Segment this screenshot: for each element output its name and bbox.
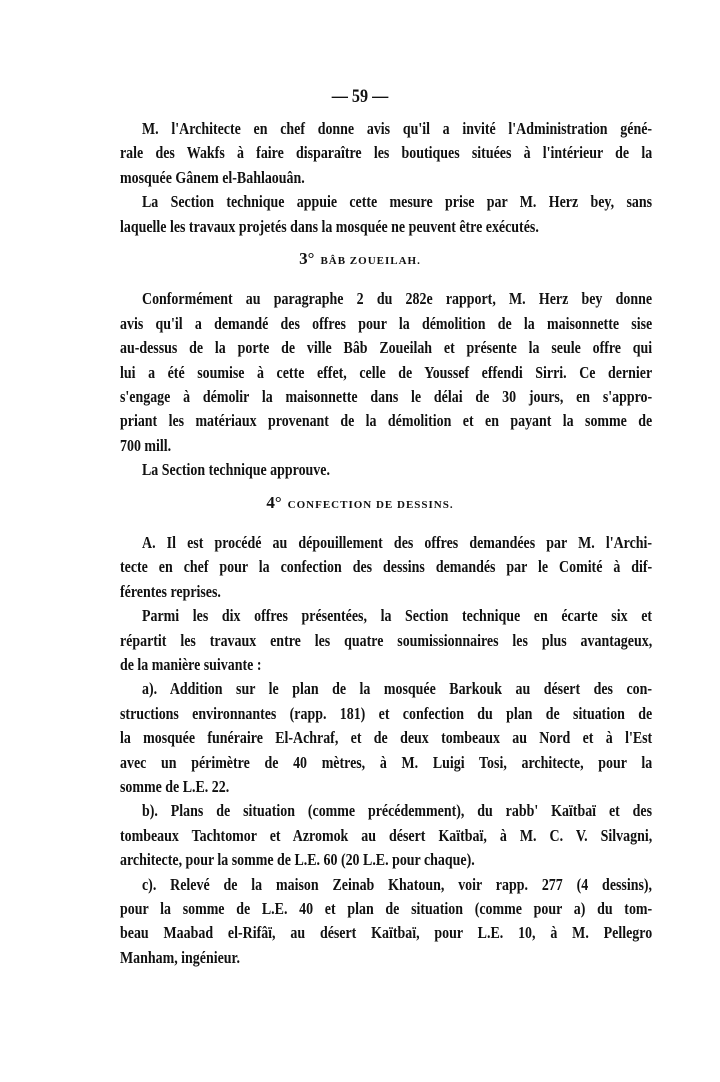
paragraph-line: beau Maabad el-Rifâï, au désert Kaïtbaï, pour L.E. 10, à M. Pellegro [120,923,653,943]
paragraph-line: mosquée Gânem el-Bahlaouân. [120,167,305,187]
paragraph-line: A. Il est procédé au dépouillement des offres demandées par M. l'Archi- [142,533,653,552]
paragraph-line: laquelle les travaux projetés dans la mosquée ne peuvent être exécutés. [120,216,539,236]
paragraph-line: La Section technique approuve. [142,460,330,480]
paragraph-line: Conformément au paragraphe 2 du 282e rapport, M. Herz bey donne [142,289,653,309]
paragraph-line: Manham, ingénieur. [120,947,240,967]
paragraph-line: la mosquée funéraire El-Achraf, et de deux tombeaux au Nord et à l'Est [120,728,653,748]
section-number: 3° [299,249,315,268]
paragraph-line: c). Relevé de la maison Zeinab Khatoun, voir rapp. 277 (4 dessins), [142,874,653,894]
paragraph-line: lui a été soumise à cette effet, celle de Youssef effendi Sirri. Ce dernier [120,362,653,382]
paragraph-line: b). Plans de situation (comme précédemment), du rabb' Kaïtbaï et des [142,801,653,821]
paragraph-line: s'engage à démolir la maisonnette dans le délai de 30 jours, en s'appro- [120,387,653,406]
paragraph-line: répartit les travaux entre les quatre soumissionnaires les plus avantageux, [120,630,653,650]
paragraph-line: structions environnantes (rapp. 181) et confection du plan de situation de [120,703,653,723]
paragraph-line: priant les matériaux provenant de la démolition et en payant la somme de [120,411,653,431]
paragraph-line: M. l'Architecte en chef donne avis qu'il a invité l'Administration géné- [142,119,653,138]
section-number: 4° [266,492,282,512]
paragraph-line: tombeaux Tachtomor et Azromok au désert Kaïtbaï, à M. C. V. Silvagni, [120,825,653,845]
paragraph-line: de la manière suivante : [120,655,262,674]
paragraph-line: La Section technique appuie cette mesure prise par M. Herz bey, sans [142,192,653,212]
paragraph-line: avis qu'il a demandé des offres pour la démolition de la maisonnette sise [120,313,653,333]
paragraph-line: somme de L.E. 22. [120,777,230,796]
page-number: — 59 — [331,86,389,107]
paragraph-line: 700 mill. [120,435,172,455]
paragraph-line: pour la somme de L.E. 40 et plan de situation (comme pour a) du tom- [120,899,653,918]
paragraph-line: au-dessus de la porte de ville Bâb Zoueilah et présente la seule offre qui [120,338,653,358]
paragraph-line: rale des Wakfs à faire disparaître les boutiques situées à l'intérieur de la [120,143,653,163]
paragraph-line: architecte, pour la somme de L.E. 60 (20 L.E. pour chaque). [120,850,475,870]
paragraph-line: férentes reprises. [120,581,221,601]
section-title: CONFECTION DE DESSINS. [287,498,454,511]
paragraph-line: a). Addition sur le plan de la mosquée Barkouk au désert des con- [142,679,653,699]
section-heading [0,249,720,269]
paragraph-line: Parmi les dix offres présentées, la Section technique en écarte six et [142,606,653,626]
paragraph-line: avec un périmètre de 40 mètres, à M. Luigi Tosi, architecte, pour la [120,752,653,772]
paragraph-line: tecte en chef pour la confection des dessins demandés par le Comité à dif- [120,557,653,577]
section-heading [0,493,720,513]
section-title: BÂB ZOUEILAH. [320,255,421,267]
